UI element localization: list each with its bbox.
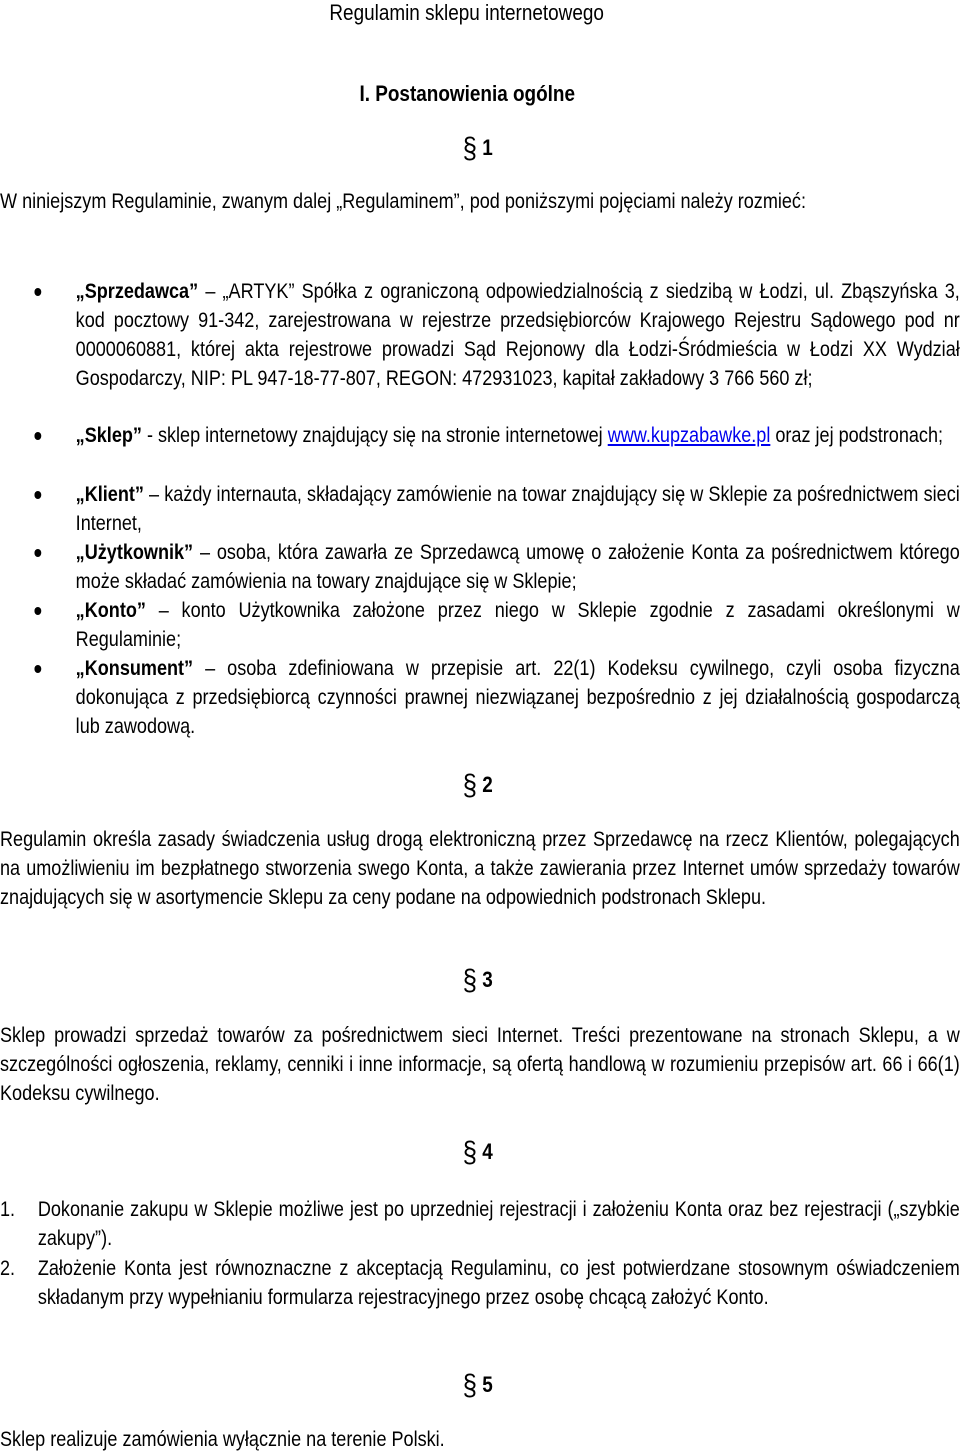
paragraph-1-intro: W niniejszym Regulaminie, zwanym dalej „Regulaminem”, pod poniższymi pojęciami należy rozmieć: xyxy=(0,190,806,213)
item-number: 2. xyxy=(0,1257,16,1280)
section-symbol: § xyxy=(462,769,478,802)
definition-term: „Użytkownik” xyxy=(75,541,194,564)
paragraph-4-number xyxy=(462,1136,493,1169)
bullet-icon xyxy=(34,549,41,557)
bullet-icon xyxy=(34,288,41,296)
paragraph-2-number xyxy=(462,769,493,802)
definition-item xyxy=(76,654,960,741)
item-number: 1. xyxy=(0,1198,16,1221)
definition-text: – każdy internauta, składający zamówienie na towar znajdujący się w Sklepie za pośrednictwem sieci Internet, xyxy=(75,483,960,535)
page-title: Regulamin sklepu internetowego xyxy=(329,0,604,25)
paragraph-number: 5 xyxy=(482,1372,493,1397)
definition-text: - sklep internetowy znajdujący się na stronie internetowej xyxy=(141,424,608,447)
definition-term: „Klient” xyxy=(75,483,144,506)
paragraph-1-number xyxy=(462,132,493,165)
shop-website-link[interactable]: www.kupzabawke.pl xyxy=(607,424,771,447)
paragraph-3-number xyxy=(462,964,493,997)
definition-text-after: oraz jej podstronach; xyxy=(770,424,944,447)
paragraph-5-text: Sklep realizuje zamówienia wyłącznie na terenie Polski. xyxy=(0,1428,445,1451)
paragraph-3-text: Sklep prowadzi sprzedaż towarów za pośrednictwem sieci Internet. Treści prezentowane na stronach Sklepu, a w szczególności ogłoszenia, reklamy, cenniki i inne informacje, są ofertą handlową w rozumieniu przepisów art. 66 i 66(1) Kodeksu cywilnego. xyxy=(0,1024,960,1105)
definition-item xyxy=(76,480,960,538)
bullet-icon xyxy=(34,665,41,673)
definition-text: – „ARTYK” Spółka z ograniczoną odpowiedzialnością z siedzibą w Łodzi, ul. Zbąszyńska 3, kod pocztowy 91-342, zarejestrowana w rejestrze przedsiębiorców Krajowego Rejestru Sądowego pod nr 0000060881, której akta rejestrowe prowadzi Sąd Rejonowy dla Łodzi-Śródmieścia w Łodzi XX Wydział Gospodarczy, NIP: PL 947-18-77-807, REGON: 472931023, kapitał zakładowy 3 766 560 zł; xyxy=(75,280,960,390)
paragraph-number: 2 xyxy=(482,772,493,797)
section-symbol: § xyxy=(462,1369,478,1402)
definition-term: „Konto” xyxy=(75,599,146,622)
numbered-item xyxy=(0,1254,960,1312)
item-text: Założenie Konta jest równoznaczne z akceptacją Regulaminu, co jest potwierdzane stosownym oświadczeniem składanym przy wypełnianiu formularza rejestracyjnego przez osobę chcącą założyć Konto. xyxy=(37,1257,960,1309)
paragraph-2-text: Regulamin określa zasady świadczenia usług drogą elektroniczną przez Sprzedawcę na rzecz Klientów, polegających na umożliwieniu im bezpłatnego stworzenia swego Konta, a także zawierania przez Internet umów sprzedaży towarów znajdujących się w asortymencie Sklepu za ceny podane na odpowiednich podstronach Sklepu. xyxy=(0,828,960,909)
definition-item xyxy=(76,538,960,596)
bullet-icon xyxy=(34,607,41,615)
paragraph-number: 4 xyxy=(482,1139,493,1164)
definition-term: „Sklep” xyxy=(75,424,142,447)
bullet-icon xyxy=(34,491,41,499)
numbered-item xyxy=(0,1195,960,1253)
paragraph-number: 3 xyxy=(482,967,493,992)
item-text: Dokonanie zakupu w Sklepie możliwe jest po uprzedniej rejestracji i założeniu Konta oraz bez rejestracji („szybkie zakupy”). xyxy=(37,1198,960,1250)
section-symbol: § xyxy=(462,964,478,997)
definition-text: – osoba, która zawarła ze Sprzedawcą umowę o założenie Konta za pośrednictwem którego może składać zamówienia na towary znajdujące się w Sklepie; xyxy=(75,541,960,593)
definition-term: „Sprzedawca” xyxy=(75,280,199,303)
definition-item xyxy=(76,421,960,450)
section-heading: I. Postanowienia ogólne xyxy=(359,81,575,106)
paragraph-number: 1 xyxy=(482,135,493,160)
definition-text: – konto Użytkownika założone przez niego w Sklepie zgodnie z zasadami określonymi w Regulaminie; xyxy=(75,599,960,651)
definition-item xyxy=(76,596,960,654)
section-symbol: § xyxy=(462,132,478,165)
definition-term: „Konsument” xyxy=(75,657,194,680)
section-symbol: § xyxy=(462,1136,478,1169)
paragraph-5-number xyxy=(462,1369,493,1402)
definition-item xyxy=(76,277,960,393)
definition-text: – osoba zdefiniowana w przepisie art. 22(1) Kodeksu cywilnego, czyli osoba fizyczna dokonująca z przedsiębiorcą czynności prawnej niezwiązanej bezpośrednio z jej działalnością gospodarczą lub zawodową. xyxy=(75,657,960,738)
bullet-icon xyxy=(34,432,41,440)
